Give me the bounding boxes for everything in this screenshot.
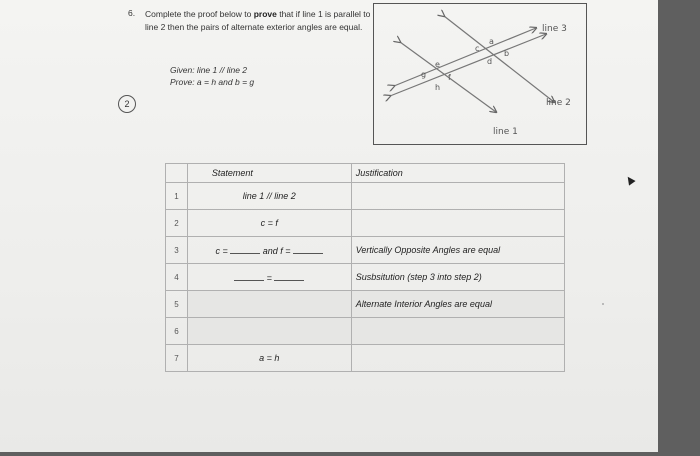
table-row: 5 Alternate Interior Angles are equal	[166, 291, 565, 318]
given-prove	[170, 64, 254, 88]
table-row: 3 c = and f = Vertically Opposite Angles are equal	[166, 237, 565, 264]
table-header-row	[166, 164, 565, 183]
table-row: 7 a = h	[166, 345, 565, 372]
header-statement: Statement	[187, 164, 351, 183]
angle-b: b	[504, 49, 510, 58]
blank-input[interactable]	[234, 272, 264, 281]
table-row: 1 line 1 // line 2	[166, 183, 565, 210]
angle-d: d	[487, 57, 493, 66]
given-text: Given: line 1 // line 2	[170, 65, 248, 75]
angle-g: g	[421, 70, 427, 79]
blank-input[interactable]	[230, 245, 260, 254]
angle-h: h	[435, 83, 441, 92]
proof-table	[165, 163, 565, 372]
question-text: Complete the proof below to prove that if line 1 is parallel to line 2 then the pairs of alternate exterior angles are equal.	[145, 9, 371, 32]
header-justification: Justification	[351, 164, 564, 183]
line-3	[394, 28, 536, 86]
points-badge: 2	[118, 95, 136, 113]
table-row: 4 = Susbsitution (step 3 into step 2)	[166, 264, 565, 291]
angle-c: c	[475, 44, 480, 53]
angle-a: a	[489, 37, 494, 46]
line-2	[390, 34, 546, 96]
diagram-box	[373, 3, 587, 145]
dot	[602, 303, 604, 305]
prove-text: Prove: a = h and b = g	[170, 77, 255, 87]
blank-input[interactable]	[274, 272, 304, 281]
line-2-label: line 2	[546, 98, 571, 108]
angle-e: e	[435, 60, 440, 69]
angle-f: f	[448, 73, 451, 82]
mouse-cursor-icon	[624, 174, 635, 185]
blank-input[interactable]	[293, 245, 323, 254]
table-row: 6	[166, 318, 565, 345]
line-1-label: line 1	[493, 127, 518, 137]
table-row: 2 c = f	[166, 210, 565, 237]
question-number: 6.	[128, 8, 136, 18]
line-3-label: line 3	[542, 24, 567, 34]
